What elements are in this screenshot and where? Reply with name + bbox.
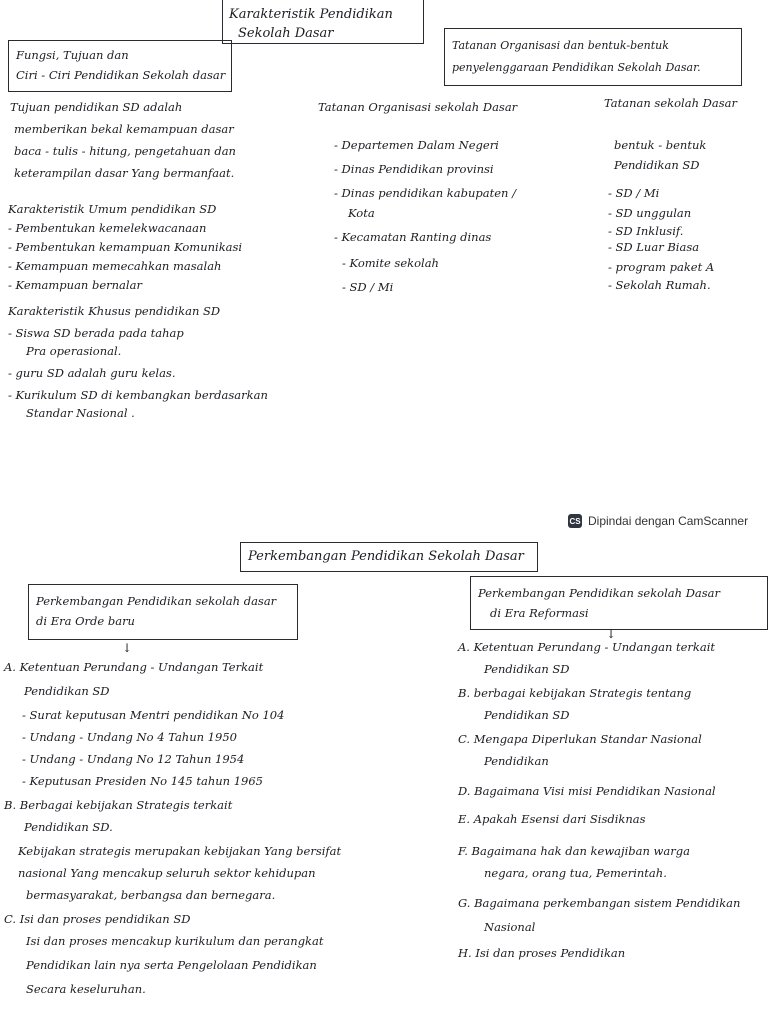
- tatanan-intro: Pendidikan SD: [614, 158, 700, 172]
- watermark-text: Dipindai dengan CamScanner: [588, 514, 749, 528]
- fungsi-box-line-1: Fungsi, Tujuan dan: [16, 48, 129, 62]
- tatanan-item: - SD unggulan: [608, 206, 692, 220]
- reformasi-line: F. Bagaimana hak dan kewajiban warga: [458, 844, 690, 858]
- orde-baru-line: B. Berbagai kebijakan Strategis terkait: [4, 798, 233, 812]
- down-arrow-icon: ↓: [606, 627, 617, 641]
- khusus-item: - Siswa SD berada pada tahap: [8, 326, 184, 340]
- organisasi-item: - Dinas pendidikan kabupaten /: [334, 186, 516, 200]
- tujuan-line: memberikan bekal kemampuan dasar: [14, 122, 234, 136]
- reformasi-line: C. Mengapa Diperlukan Standar Nasional: [458, 732, 702, 746]
- orde-baru-line: - Keputusan Presiden No 145 tahun 1965: [22, 774, 263, 788]
- orde-baru-line: Kebijakan strategis merupakan kebijakan Yang bersifat: [18, 844, 342, 858]
- reformasi-box-line-1: Perkembangan Pendidikan sekolah Dasar: [478, 586, 721, 600]
- umum-item: - Pembentukan kemelekwacanaan: [8, 221, 207, 235]
- khusus-item-cont: Pra operasional.: [26, 344, 122, 358]
- orde-baru-line: A. Ketentuan Perundang - Undangan Terkait: [4, 660, 264, 674]
- tatanan-item: - program paket A: [608, 260, 715, 274]
- reformasi-line: Nasional: [484, 920, 536, 934]
- khusus-item-cont: Standar Nasional .: [26, 406, 135, 420]
- camscanner-icon: CS: [568, 514, 582, 528]
- orde-baru-line: Isi dan proses mencakup kurikulum dan perangkat: [26, 934, 324, 948]
- tatanan-item: - SD Luar Biasa: [608, 240, 700, 254]
- organisasi-item: - SD / Mi: [342, 280, 394, 294]
- orde-baru-line: bermasyarakat, berbangsa dan bernegara.: [26, 888, 276, 902]
- title-line-1: Karakteristik Pendidikan: [229, 7, 393, 22]
- reformasi-line: D. Bagaimana Visi misi Pendidikan Nasional: [458, 784, 716, 798]
- orde-baru-line: - Undang - Undang No 12 Tahun 1954: [22, 752, 245, 766]
- tujuan-line: keterampilan dasar Yang bermanfaat.: [14, 166, 235, 180]
- khusus-item: - guru SD adalah guru kelas.: [8, 366, 176, 380]
- scanned-page-2: [0, 540, 768, 1024]
- organisasi-item: - Dinas Pendidikan provinsi: [334, 162, 494, 176]
- khusus-heading: Karakteristik Khusus pendidikan SD: [8, 304, 221, 318]
- umum-item: - Kemampuan memecahkan masalah: [8, 259, 222, 273]
- reformasi-line: A. Ketentuan Perundang - Undangan terkait: [458, 640, 716, 654]
- organisasi-item: - Komite sekolah: [342, 256, 439, 270]
- orde-baru-line: - Surat keputusan Mentri pendidikan No 104: [22, 708, 285, 722]
- reformasi-line: negara, orang tua, Pemerintah.: [484, 866, 667, 880]
- reformasi-box-line-2: di Era Reformasi: [490, 606, 589, 620]
- organisasi-box-line-2: penyelenggaraan Pendidikan Sekolah Dasar.: [452, 61, 701, 74]
- reformasi-line: E. Apakah Esensi dari Sisdiknas: [458, 812, 646, 826]
- title-line-2: Sekolah Dasar: [238, 26, 334, 41]
- orde-baru-box-line-1: Perkembangan Pendidikan sekolah dasar: [36, 594, 277, 608]
- reformasi-line: Pendidikan: [484, 754, 549, 768]
- down-arrow-icon: ↓: [122, 641, 133, 655]
- orde-baru-line: C. Isi dan proses pendidikan SD: [4, 912, 191, 926]
- orde-baru-box-line-2: di Era Orde baru: [36, 614, 135, 628]
- umum-heading: Karakteristik Umum pendidikan SD: [8, 202, 217, 216]
- orde-baru-line: - Undang - Undang No 4 Tahun 1950: [22, 730, 237, 744]
- orde-baru-line: Secara keseluruhan.: [26, 982, 146, 996]
- orde-baru-line: Pendidikan lain nya serta Pengelolaan Pendidikan: [26, 958, 317, 972]
- khusus-item: - Kurikulum SD di kembangkan berdasarkan: [8, 388, 268, 402]
- organisasi-heading: Tatanan Organisasi sekolah Dasar: [318, 100, 518, 114]
- tatanan-item: - SD / Mi: [608, 186, 660, 200]
- orde-baru-box: [28, 584, 298, 640]
- page2-title: Perkembangan Pendidikan Sekolah Dasar: [248, 549, 524, 564]
- orde-baru-line: nasional Yang mencakup seluruh sektor kehidupan: [18, 866, 316, 880]
- organisasi-box: [444, 28, 742, 86]
- fungsi-box-line-2: Ciri - Ciri Pendidikan Sekolah dasar: [16, 68, 226, 82]
- umum-item: - Kemampuan bernalar: [8, 278, 142, 292]
- tatanan-intro: bentuk - bentuk: [614, 138, 707, 152]
- orde-baru-line: Pendidikan SD: [24, 684, 110, 698]
- reformasi-line: Pendidikan SD: [484, 662, 570, 676]
- tatanan-item: - SD Inklusif.: [608, 224, 684, 238]
- organisasi-item: - Kecamatan Ranting dinas: [334, 230, 492, 244]
- reformasi-line: B. berbagai kebijakan Strategis tentang: [458, 686, 692, 700]
- camscanner-watermark: [568, 514, 748, 528]
- tujuan-line: baca - tulis - hitung, pengetahuan dan: [14, 144, 236, 158]
- reformasi-line: Pendidikan SD: [484, 708, 570, 722]
- orde-baru-line: Pendidikan SD.: [24, 820, 113, 834]
- organisasi-item-cont: Kota: [348, 206, 375, 220]
- reformasi-line: H. Isi dan proses Pendidikan: [458, 946, 626, 960]
- tatanan-heading: Tatanan sekolah Dasar: [604, 96, 737, 110]
- umum-item: - Pembentukan kemampuan Komunikasi: [8, 240, 243, 254]
- tatanan-item: - Sekolah Rumah.: [608, 278, 711, 292]
- reformasi-line: G. Bagaimana perkembangan sistem Pendidikan: [458, 896, 741, 910]
- tujuan-line: Tujuan pendidikan SD adalah: [10, 100, 183, 114]
- organisasi-box-line-1: Tatanan Organisasi dan bentuk-bentuk: [452, 39, 669, 52]
- reformasi-box: [470, 576, 768, 630]
- organisasi-item: - Departemen Dalam Negeri: [334, 138, 499, 152]
